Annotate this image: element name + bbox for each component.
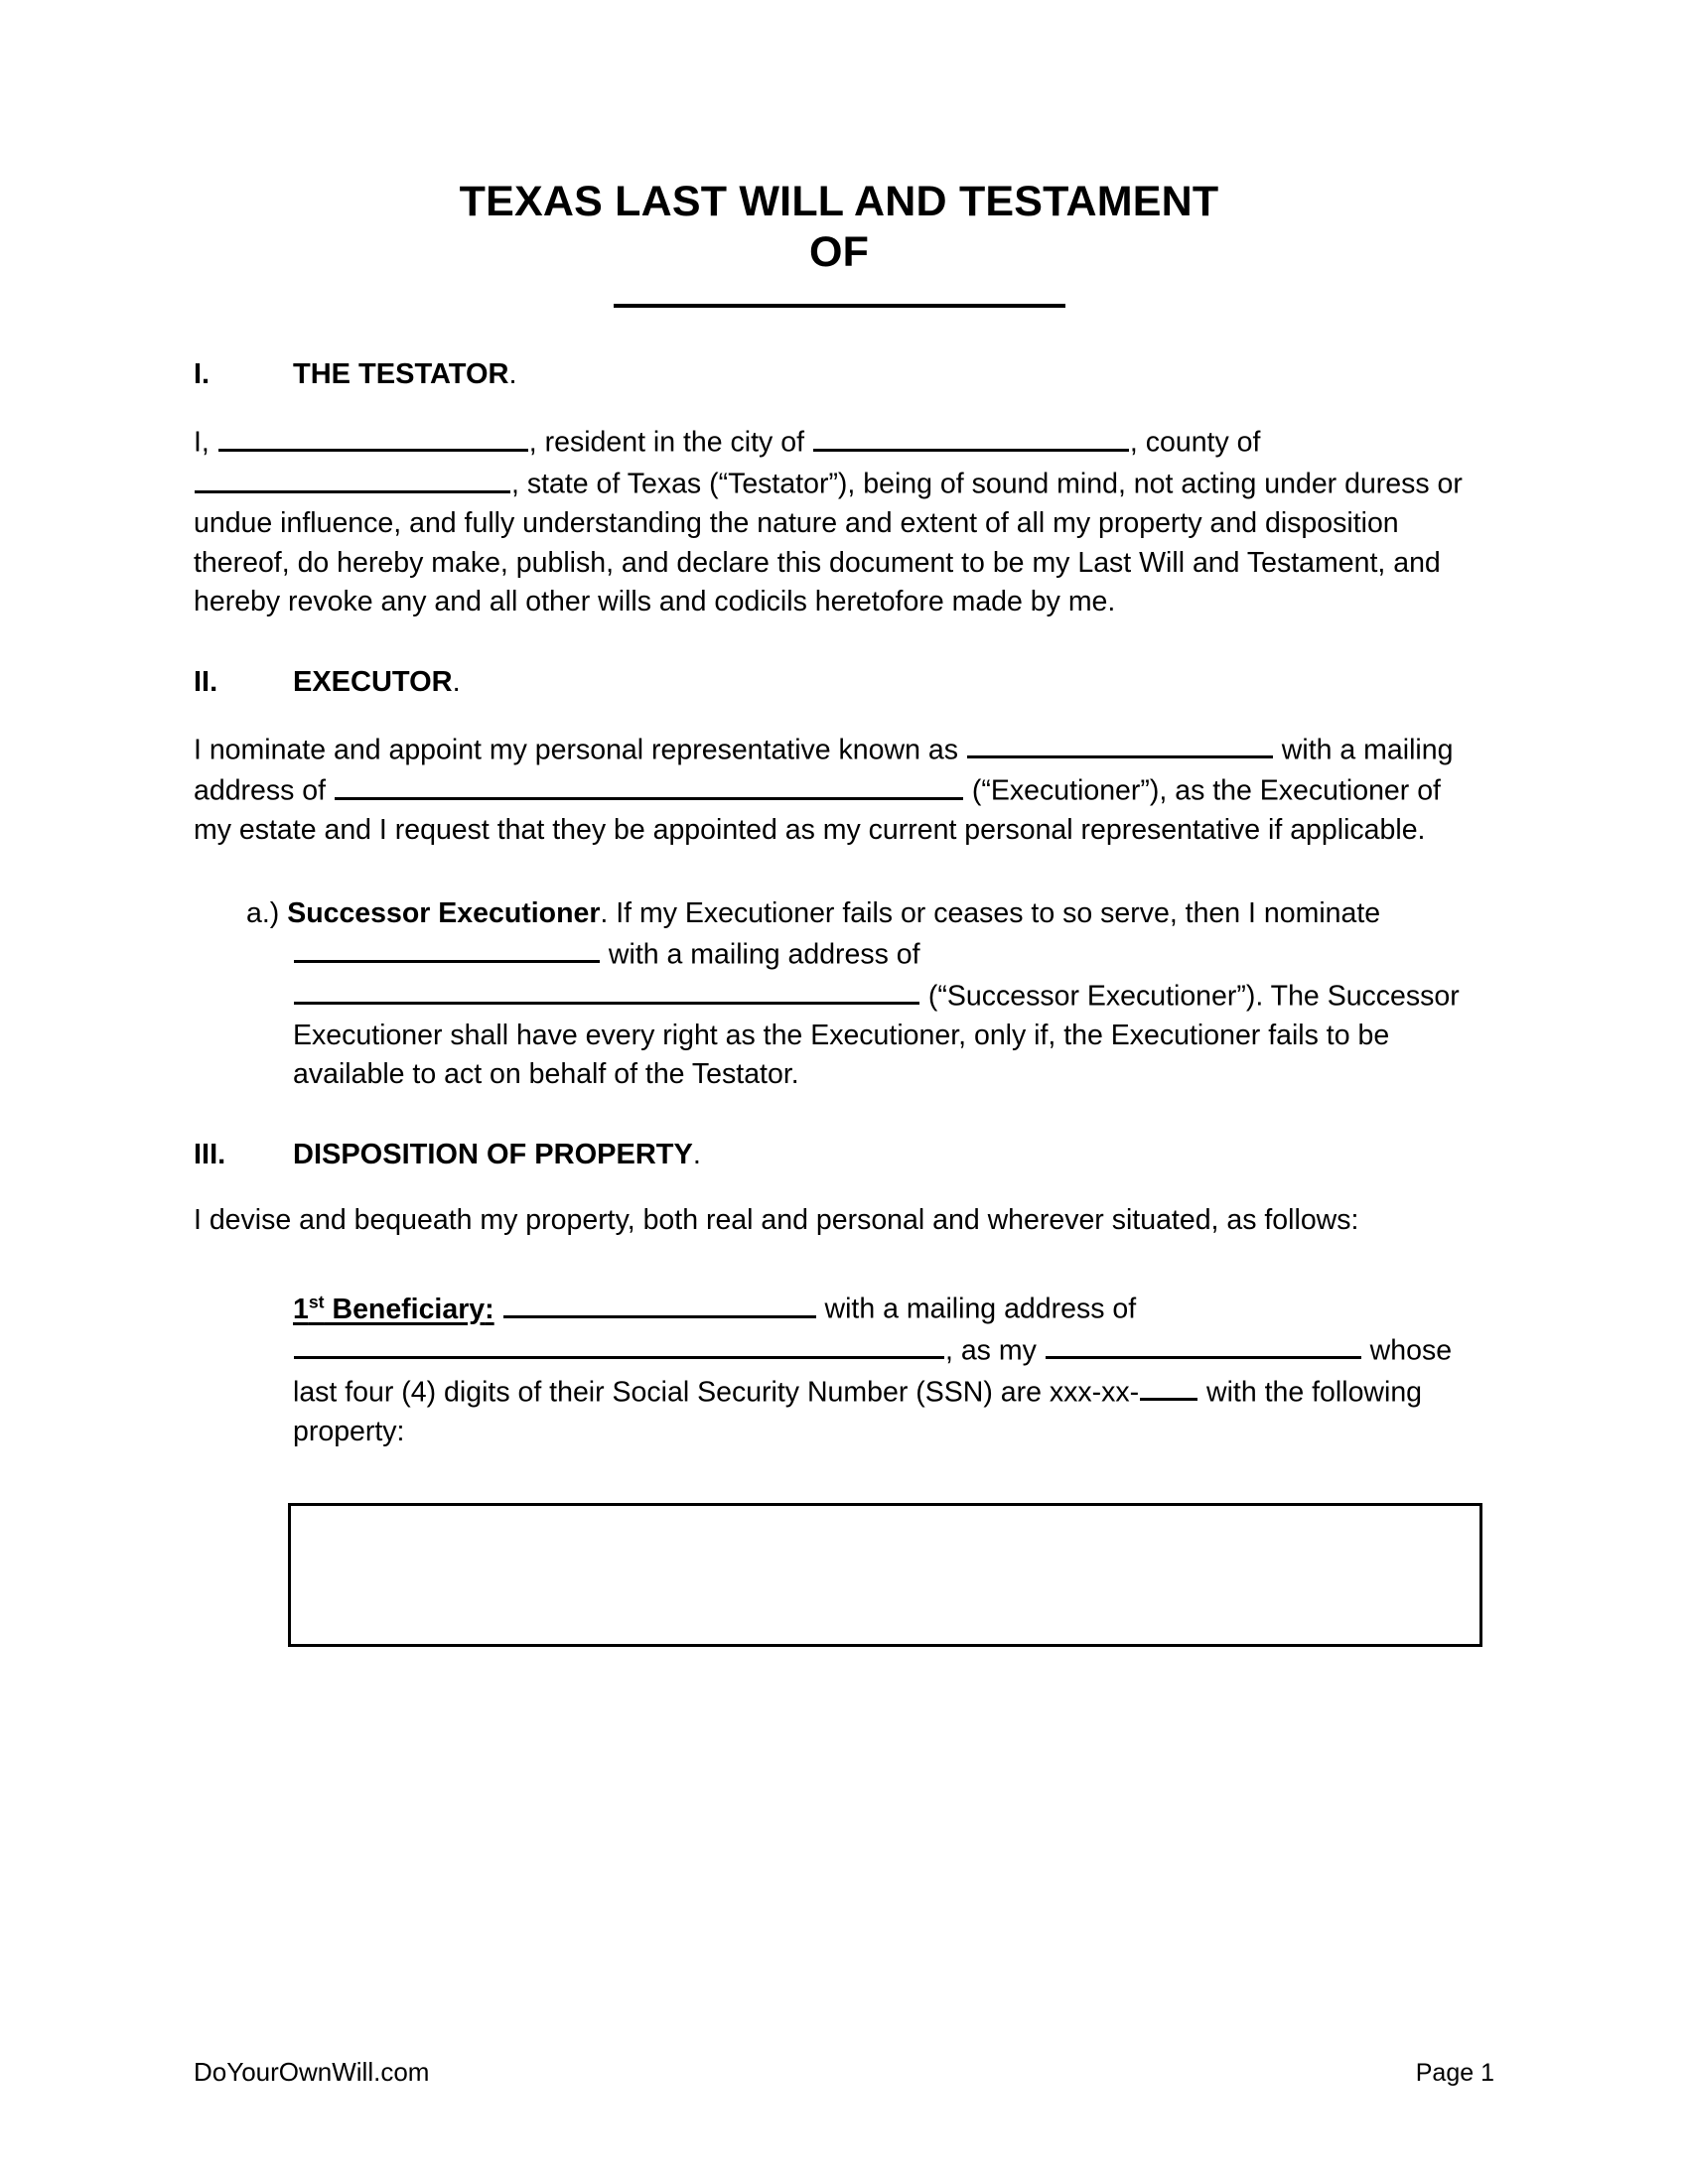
section-heading-disposition <box>194 1139 1484 1171</box>
disposition-paragraph <box>194 1201 1484 1240</box>
section-period-testator: . <box>508 358 517 391</box>
successor-marker: a.) <box>246 896 280 929</box>
testator-text-c: , <box>1129 426 1138 459</box>
executor-paragraph <box>194 729 1484 851</box>
first-beneficiary-block <box>194 1288 1484 1451</box>
testator-city-input[interactable] <box>813 421 1129 451</box>
section-number-executor: II. <box>194 665 218 698</box>
successor-name-input[interactable] <box>294 933 600 963</box>
first-beneficiary-label <box>293 1294 494 1325</box>
section-title-testator: THE TESTATOR <box>293 358 509 391</box>
footer-site-label: DoYourOwnWill.com <box>194 2057 430 2087</box>
beneficiary-property-textbox[interactable] <box>288 1503 1482 1647</box>
successor-text-a: . If my Executioner fails or ceases to so serve, then I nominate <box>600 896 1381 929</box>
testator-name-input[interactable] <box>218 421 528 451</box>
page-title <box>194 0 1484 277</box>
beneficiary-relationship-input[interactable] <box>1046 1329 1361 1359</box>
title-line-1: TEXAS LAST WILL AND TESTAMENT <box>459 178 1219 225</box>
successor-label: Successor Executioner <box>287 896 601 929</box>
beneficiary-ordinal-number: 1 <box>293 1293 309 1325</box>
disposition-text-a: I devise and bequeath my property, both real and personal and wherever situated, as follows: <box>194 1203 1359 1236</box>
section-number-disposition: III. <box>194 1138 226 1170</box>
beneficiary-name-input[interactable] <box>503 1288 816 1317</box>
document-content <box>194 0 1484 1647</box>
executor-text-c: (“Executioner”), as the Executioner of my estate and I request that they be appointed as my current personal representative if applicable. <box>194 774 1441 847</box>
successor-text-c: (“Successor Executioner”). The Successor Executioner shall have every right as the Executioner, only if, the Executioner fails to be available to act on behalf of the Testator. <box>293 980 1460 1091</box>
section-heading-testator <box>194 358 1484 391</box>
beneficiary-text-b: , as my <box>945 1334 1045 1367</box>
beneficiary-address-input[interactable] <box>294 1329 944 1359</box>
executor-name-input[interactable] <box>967 729 1273 758</box>
successor-text-b: with a mailing address of <box>601 938 920 971</box>
section-number-testator: I. <box>194 358 211 391</box>
executor-text-a: I nominate and appoint my personal representative known as <box>194 733 966 765</box>
page-footer <box>194 2057 1494 2088</box>
footer-page-number: Page 1 <box>1415 2059 1494 2087</box>
testator-text-d: county of <box>1145 426 1261 459</box>
testator-text-a: I, <box>194 426 217 459</box>
beneficiary-text-d: with the following property: <box>293 1376 1423 1447</box>
section-heading-executor <box>194 666 1484 699</box>
successor-executioner-clause <box>194 894 1484 1095</box>
section-period-executor: . <box>452 665 461 698</box>
executor-address-input[interactable] <box>335 769 963 799</box>
testator-name-blank[interactable] <box>614 304 1065 308</box>
section-period-disposition: . <box>692 1138 701 1170</box>
testator-county-input[interactable] <box>195 463 510 492</box>
beneficiary-text-c: whose last four (4) digits of their Social Security Number (SSN) are xxx-xx- <box>293 1334 1453 1409</box>
testator-text-b: , resident in the city of <box>528 426 812 459</box>
section-title-executor: EXECUTOR <box>293 665 453 698</box>
beneficiary-text-a: with a mailing address of <box>816 1293 1137 1325</box>
title-line-2: OF <box>808 227 870 276</box>
beneficiary-label-word: Beneficiary <box>324 1293 486 1325</box>
testator-paragraph <box>194 421 1484 621</box>
testator-name-line-wrapper <box>194 297 1484 315</box>
executor-text-b: with a mailing address of <box>194 733 1454 807</box>
successor-address-input[interactable] <box>294 975 919 1005</box>
beneficiary-label-colon: : <box>485 1293 494 1325</box>
testator-text-e: , state of Texas (“Testator”), being of sound mind, not acting under duress or undue influence, and fully understanding the nature and extent of all my property and disposition thereof, do hereby make, publish, and declare this document to be my Last Will and Testament, and hereby revoke any and all other wills and codicils heretofore made by me. <box>194 468 1463 618</box>
beneficiary-ssn-last4-input[interactable] <box>1140 1371 1197 1401</box>
beneficiary-ordinal-suffix: st <box>308 1292 325 1312</box>
section-title-disposition: DISPOSITION OF PROPERTY <box>293 1138 693 1170</box>
